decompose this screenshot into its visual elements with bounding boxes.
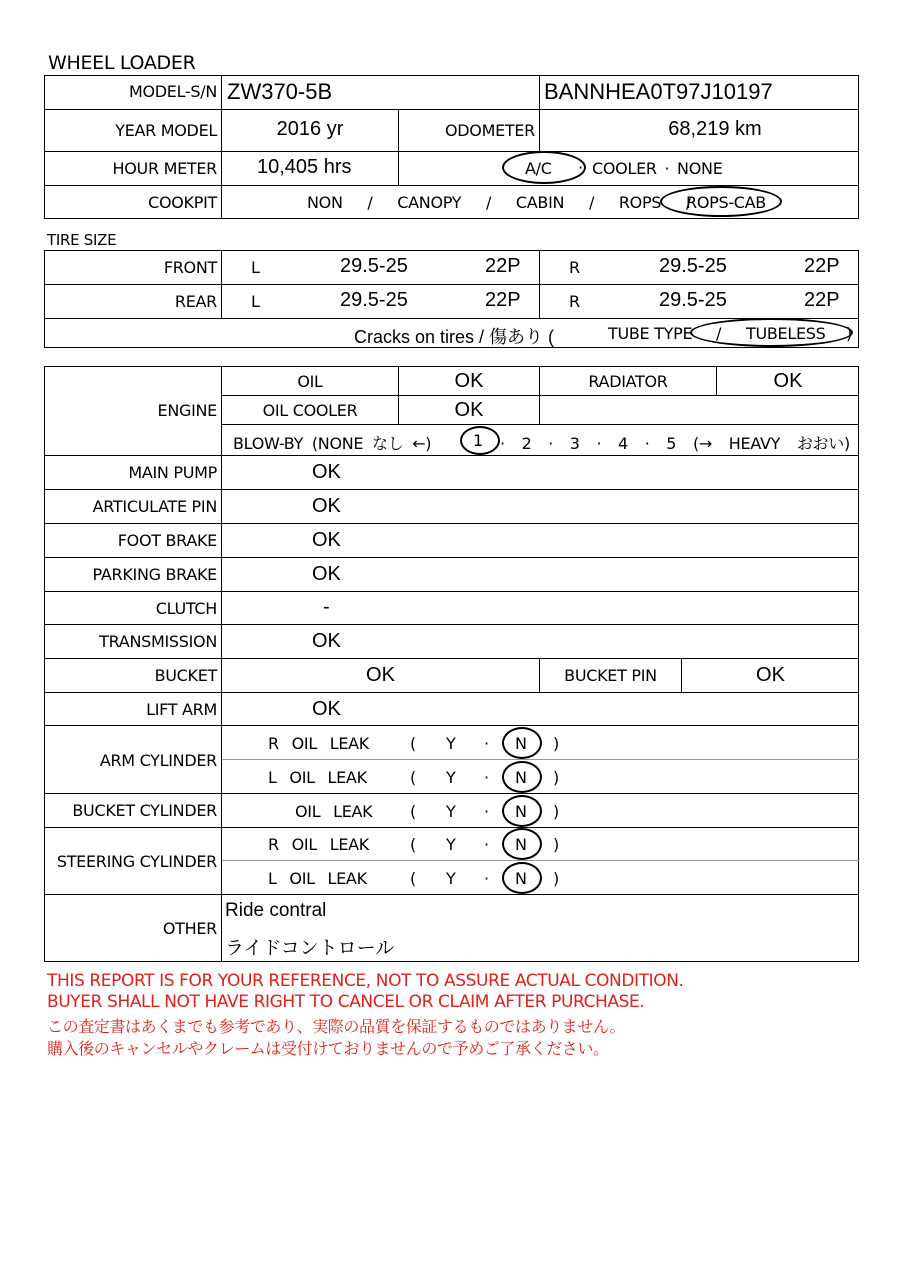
arm-r-oil-leak-label: R OIL LEAK: [268, 734, 369, 753]
steering-r-dot: ·: [484, 835, 489, 854]
page-title: WHEEL LOADER: [48, 52, 196, 74]
odometer-label: ODOMETER: [444, 121, 535, 140]
arm-r-paren-open: (: [410, 734, 416, 753]
steering-cylinder-label: STEERING CYLINDER: [56, 852, 217, 871]
steering-r-yes: Y: [446, 835, 456, 854]
clutch-label: CLUTCH: [155, 599, 217, 618]
cockpit-selected-circle: [660, 186, 782, 217]
tire-rear-r: R: [569, 292, 580, 311]
cockpit-options: NON / CANOPY / CABIN / ROPS /: [307, 193, 692, 212]
tire-rear-l-ply: 22P: [485, 289, 521, 311]
steering-l-paren-open: (: [410, 869, 416, 888]
parking-brake-label: PARKING BRAKE: [92, 565, 217, 584]
engine-label: ENGINE: [157, 401, 217, 420]
blowby-selected: 1: [473, 431, 483, 450]
articulate-pin-label: ARTICULATE PIN: [92, 497, 217, 516]
steering-l-no-circle: [502, 862, 542, 894]
disclaimer-line-4: 購入後のキャンセルやクレームは受付けておりませんので予めご了承ください。: [47, 1039, 609, 1058]
disclaimer-line-2: BUYER SHALL NOT HAVE RIGHT TO CANCEL OR CLAIM AFTER PURCHASE.: [47, 992, 645, 1012]
steering-r-paren-close: ): [553, 835, 559, 854]
steering-l-dot: ·: [484, 869, 489, 888]
bucket-label: BUCKET: [154, 666, 217, 685]
ac-selected-circle: [502, 151, 586, 184]
parking-brake-value: OK: [312, 563, 341, 585]
tire-front-l-ply: 22P: [485, 255, 521, 277]
bucket-yes: Y: [446, 802, 456, 821]
tube-separator: /: [716, 324, 722, 343]
hour-meter-value: 10,405 hrs: [257, 156, 352, 178]
bucket-paren-close: ): [553, 802, 559, 821]
clutch-value: -: [323, 596, 330, 618]
steering-l-paren-close: ): [553, 869, 559, 888]
cockpit-label: COOKPIT: [148, 193, 217, 212]
main-pump-value: OK: [312, 461, 341, 483]
arm-r-no-circle: [502, 727, 542, 759]
radiator-value: OK: [773, 370, 803, 392]
oil-cooler-label: OIL COOLER: [262, 401, 358, 420]
model-value: ZW370-5B: [227, 79, 333, 104]
radiator-label: RADIATOR: [588, 372, 668, 391]
bucket-dot: ·: [484, 802, 489, 821]
tire-front-r-ply: 22P: [804, 255, 840, 277]
arm-l-paren-close: ): [553, 768, 559, 787]
tire-rear-l: L: [251, 292, 260, 311]
tire-rear-r-ply: 22P: [804, 289, 840, 311]
tire-size-label: TIRE SIZE: [47, 231, 117, 249]
arm-r-paren-close: ): [553, 734, 559, 753]
bucket-no-circle: [502, 795, 542, 827]
transmission-label: TRANSMISSION: [99, 632, 217, 651]
odometer-value: 68,219 km: [668, 118, 762, 140]
lift-arm-value: OK: [312, 698, 341, 720]
bucket-no: N: [515, 802, 527, 821]
steering-r-no: N: [515, 835, 527, 854]
steering-r-oil-leak-label: R OIL LEAK: [268, 835, 369, 854]
engine-oil-label: OIL: [297, 372, 323, 391]
tire-front-r: R: [569, 258, 580, 277]
steering-l-oil-leak-label: L OIL LEAK: [268, 869, 367, 888]
blowby-other-options: · 2 · 3 · 4 · 5 (→ HEAVY おおい): [500, 434, 850, 453]
cockpit-selected: ROPS-CAB: [686, 193, 766, 212]
tire-front-r-size: 29.5-25: [659, 255, 727, 277]
bucket-pin-value: OK: [756, 664, 785, 686]
model-label: MODEL-S/N: [128, 82, 217, 101]
bucket-oil-leak-label: OIL LEAK: [295, 802, 373, 821]
steering-l-no: N: [515, 869, 527, 888]
foot-brake-label: FOOT BRAKE: [117, 531, 217, 550]
arm-l-oil-leak-label: L OIL LEAK: [268, 768, 367, 787]
blowby-label: BLOW-BY (NONE なし ←): [233, 434, 432, 453]
ac-other-options: COOLER · NONE: [592, 159, 723, 178]
bucket-value: OK: [366, 664, 395, 686]
steering-r-no-circle: [502, 828, 542, 860]
ac-option: A/C: [525, 159, 552, 178]
disclaimer-line-3: この査定書はあくまでも参考であり、実際の品質を保証するものではありません。: [47, 1017, 626, 1036]
tubeless-selected-circle: [690, 318, 853, 347]
hour-meter-label: HOUR METER: [112, 159, 217, 178]
year-value: 2016 yr: [276, 118, 344, 140]
tire-rear-label: REAR: [174, 292, 217, 311]
disclaimer-line-1: THIS REPORT IS FOR YOUR REFERENCE, NOT TO ASSURE ACTUAL CONDITION.: [47, 971, 684, 991]
tire-front-l-size: 29.5-25: [340, 255, 408, 277]
tire-rear-l-size: 29.5-25: [340, 289, 408, 311]
bucket-pin-label: BUCKET PIN: [564, 666, 657, 685]
tubeless-option: TUBELESS: [746, 324, 826, 343]
arm-r-yes: Y: [446, 734, 456, 753]
tube-close-paren: ): [846, 324, 852, 343]
serial-value: BANNHEA0T97J10197: [544, 79, 773, 104]
arm-cylinder-label: ARM CYLINDER: [99, 751, 217, 770]
arm-l-paren-open: (: [410, 768, 416, 787]
arm-l-no: N: [515, 768, 527, 787]
arm-l-dot: ·: [484, 768, 489, 787]
bucket-paren-open: (: [410, 802, 416, 821]
ac-dot: ·: [578, 158, 583, 177]
blowby-selected-circle: [460, 426, 500, 455]
steering-r-paren-open: (: [410, 835, 416, 854]
other-label: OTHER: [162, 919, 217, 938]
articulate-pin-value: OK: [312, 495, 341, 517]
arm-r-dot: ·: [484, 734, 489, 753]
transmission-value: OK: [312, 630, 341, 652]
arm-r-no: N: [515, 734, 527, 753]
tire-front-label: FRONT: [163, 258, 217, 277]
year-label: YEAR MODEL: [115, 121, 217, 140]
foot-brake-value: OK: [312, 529, 341, 551]
tire-rear-r-size: 29.5-25: [659, 289, 727, 311]
engine-oil-value: OK: [454, 370, 484, 392]
tire-cracks-text: Cracks on tires / 傷あり (: [354, 327, 555, 347]
other-line-1: Ride contral: [225, 900, 327, 921]
tube-type-option: TUBE TYPE: [608, 324, 693, 343]
bucket-cylinder-label: BUCKET CYLINDER: [72, 801, 217, 820]
arm-l-yes: Y: [446, 768, 456, 787]
arm-l-no-circle: [502, 761, 542, 793]
main-pump-label: MAIN PUMP: [128, 463, 217, 482]
tire-front-l: L: [251, 258, 260, 277]
oil-cooler-value: OK: [454, 399, 484, 421]
other-line-2: ライドコントロール: [225, 937, 395, 959]
lift-arm-label: LIFT ARM: [146, 700, 217, 719]
steering-l-yes: Y: [446, 869, 456, 888]
